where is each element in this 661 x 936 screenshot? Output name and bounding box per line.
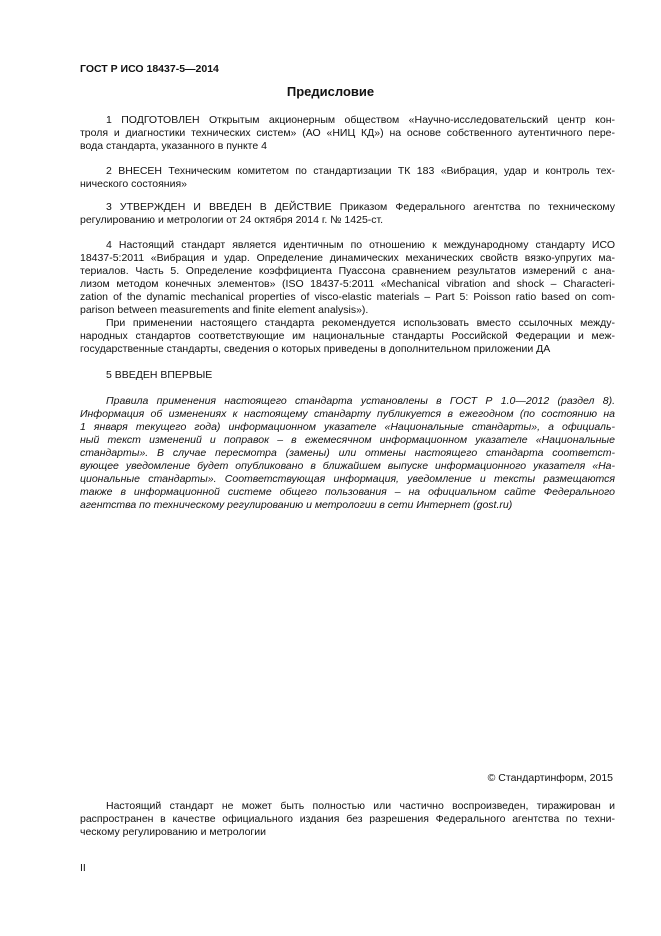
item-4-identical-standard: [80, 239, 615, 317]
text-line: ный текст изменений и поправок – в ежемесячном информационном указателе «Национальные: [80, 434, 615, 446]
page-title: Предисловие: [286, 84, 375, 99]
text-line: 2 ВНЕСЕН Техническим комитетом по стандартизации ТК 183 «Вибрация, удар и контроль тех-: [106, 165, 615, 177]
text-line: ческому регулированию и метрологии: [80, 826, 266, 838]
text-line: 4 Настоящий стандарт является идентичным по отношению к международному стандарту ИСО: [106, 239, 615, 251]
text-line: При применении настоящего стандарта рекомендуется использовать вместо ссылочных между-: [106, 317, 615, 329]
item-5-first-introduced: [80, 369, 615, 382]
text-line: нического состояния»: [80, 178, 187, 190]
text-line: 1 января текущего года) информационном указателе «Национальные стандарты», а официаль-: [80, 421, 615, 433]
text-line: 3 УТВЕРЖДЕН И ВВЕДЕН В ДЕЙСТВИЕ Приказом Федерального агентства по техническому: [106, 201, 615, 213]
text-line: parison between measurements and finite element analysis»).: [80, 304, 369, 316]
text-line: zation of the dynamic mechanical properties of visco-elastic materials – Part 5: Poisson ratio based on com-: [80, 291, 615, 303]
text-line: Правила применения настоящего стандарта установлены в ГОСТ Р 1.0—2012 (раздел 8).: [106, 395, 615, 407]
document-code: ГОСТ Р ИСО 18437-5—2014: [80, 63, 219, 75]
text-line: териалов. Часть 5. Определение коэффициента Пуассона сравнением результатов измерений с ана-: [80, 265, 615, 277]
text-line: 1 ПОДГОТОВЛЕН Открытым акционерным обществом «Научно-исследовательский центр кон-: [106, 114, 615, 126]
text-line: вующее уведомление будет опубликовано в ближайшем выпуске информационного указателя «На-: [80, 460, 615, 472]
text-line: Настоящий стандарт не может быть полностью или частично воспроизведен, тиражирован и: [106, 800, 615, 812]
text-line: 5 ВВЕДЕН ВПЕРВЫЕ: [106, 369, 213, 381]
copyright: © Стандартинформ, 2015: [487, 772, 613, 784]
text-line: лизом методом конечных элементов» (ISO 18437-5:2011 «Mechanical vibration and shock – Characteri-: [80, 278, 615, 290]
page-number: II: [80, 862, 86, 874]
item-2-introduced: [80, 165, 615, 191]
item-1-prepared: [80, 114, 615, 153]
text-line: народных стандартов соответствующие им национальные стандарты Российской Федерации и меж-: [80, 330, 615, 342]
text-line: распространен в качестве официального издания без разрешения Федерального агентства по техни-: [80, 813, 615, 825]
text-line: Информация об изменениях к настоящему стандарту публикуется в ежегодном (по состоянию на: [80, 408, 615, 420]
text-line: агентства по техническому регулированию и метрологии в сети Интернет (gost.ru): [80, 499, 513, 511]
item-4-references-paragraph: [80, 317, 615, 356]
text-line: регулированию и метрологии от 24 октября 2014 г. № 1425-ст.: [80, 214, 384, 226]
text-line: вода стандарта, указанного в пункте 4: [80, 140, 267, 152]
text-line: также в информационной системе общего пользования – на официальном сайте Федерального: [80, 486, 615, 498]
text-line: государственные стандарты, сведения о которых приведены в дополнительном приложении ДА: [80, 343, 551, 355]
text-line: циональные стандарты». Соответствующая информация, уведомление и тексты размещаются: [80, 473, 615, 485]
application-rules-notice: [80, 395, 615, 512]
item-3-approved: [80, 201, 615, 227]
reproduction-notice: [80, 800, 615, 839]
text-line: 18437-5:2011 «Вибрация и удар. Определение динамических механических свойств вязко-упругих ма-: [80, 252, 615, 264]
text-line: стандарты». В случае пересмотра (замены) или отмены настоящего стандарта соответст-: [80, 447, 615, 459]
text-line: троля и диагностики технических систем» (АО «НИЦ КД») на основе собственного аутентичного пере-: [80, 127, 615, 139]
